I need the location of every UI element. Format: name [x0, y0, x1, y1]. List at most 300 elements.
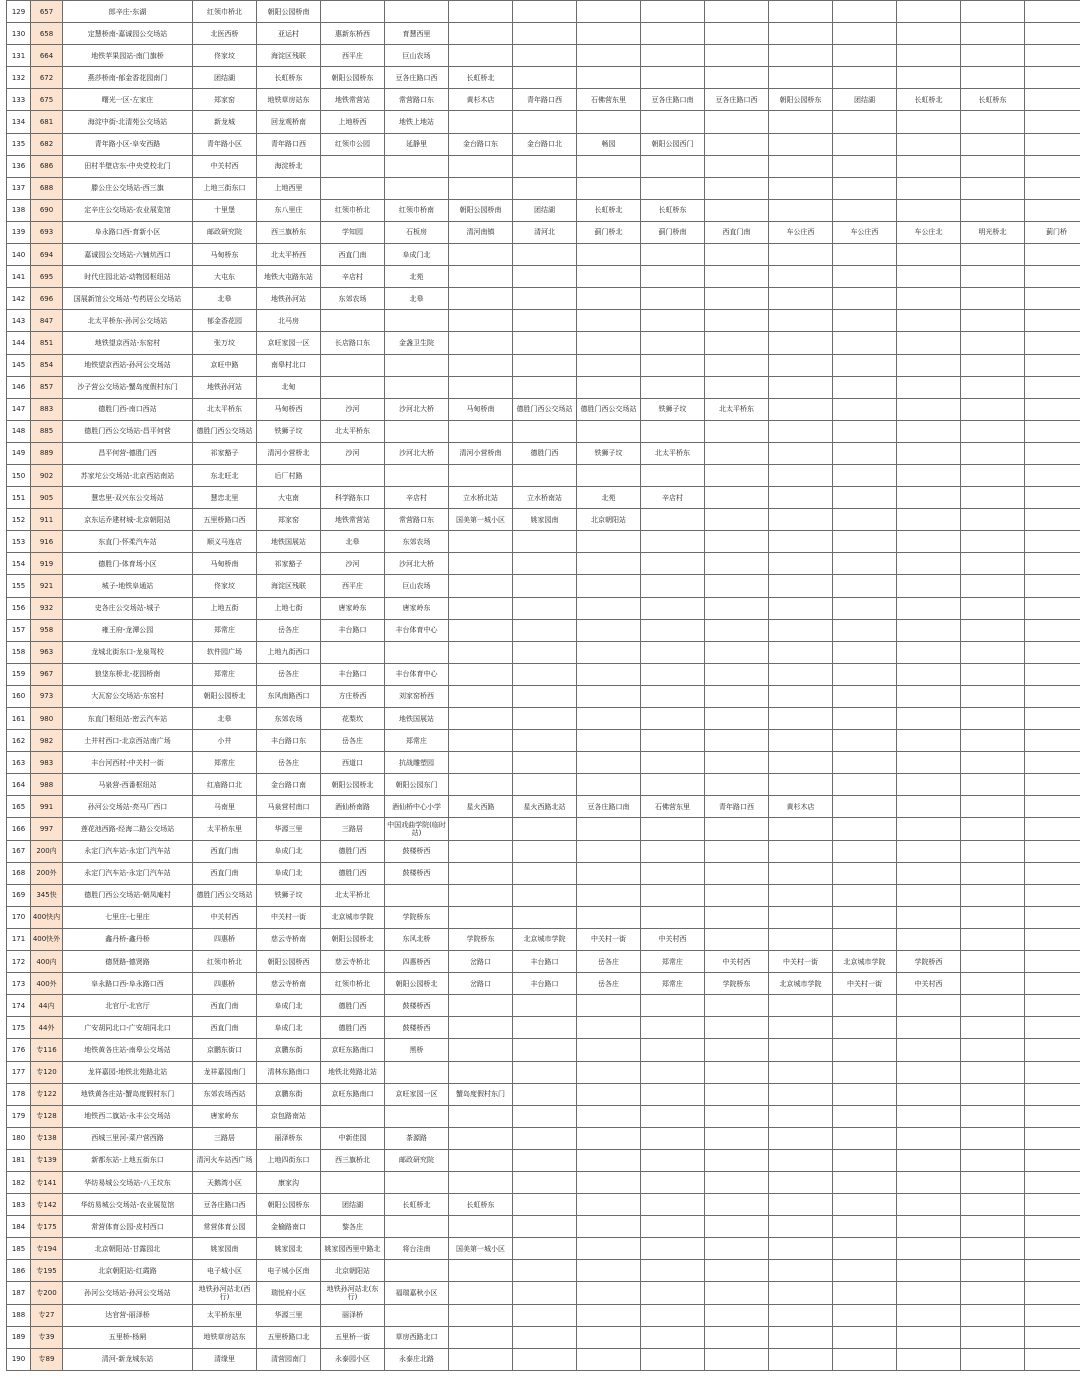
table-row	[7, 398, 1080, 420]
stop-cell	[705, 597, 769, 619]
stop-cell: 丰台路口	[321, 619, 385, 641]
stop-cell: 南皋村北口	[257, 354, 321, 376]
stop-cell	[897, 288, 961, 310]
stop-cell: 黑桥	[385, 1039, 449, 1061]
stop-cell	[1025, 442, 1080, 464]
stop-cell	[513, 23, 577, 45]
stop-cell	[513, 244, 577, 266]
stop-cell: 中关村西	[193, 155, 257, 177]
stop-cell: 巨山农场	[385, 575, 449, 597]
stop-cell: 小井	[193, 730, 257, 752]
stop-cell	[705, 464, 769, 486]
line-number-cell: 980	[31, 708, 63, 730]
stop-cell	[1025, 398, 1080, 420]
stop-cell	[833, 1194, 897, 1216]
stop-cell: 学知园	[321, 221, 385, 243]
line-number-cell: 967	[31, 663, 63, 685]
stop-cell: 清河北	[513, 221, 577, 243]
route-name-cell: 五里桥-杨闸	[63, 1326, 193, 1348]
stop-cell	[641, 995, 705, 1017]
route-name-cell: 大瓦窑公交场站-东窑村	[63, 685, 193, 707]
stop-cell	[833, 708, 897, 730]
stop-cell	[1025, 730, 1080, 752]
stop-cell: 郑常庄	[193, 619, 257, 641]
stop-cell: 四惠桥西	[385, 951, 449, 973]
stop-cell: 星火西路	[449, 796, 513, 818]
stop-cell: 团结湖	[833, 89, 897, 111]
stop-cell	[897, 730, 961, 752]
stop-cell: 马甸桥东	[193, 244, 257, 266]
stop-cell: 姚家园南	[193, 1238, 257, 1260]
route-name-cell: 孙河公交场站-亮马厂西口	[63, 796, 193, 818]
stop-cell: 北京城市学院	[833, 951, 897, 973]
stop-cell	[1025, 1282, 1080, 1304]
stop-cell	[577, 155, 641, 177]
stop-cell	[769, 1061, 833, 1083]
table-row	[7, 597, 1080, 619]
stop-cell: 中关村一街	[833, 973, 897, 995]
line-number-cell: 958	[31, 619, 63, 641]
stop-cell	[897, 1216, 961, 1238]
table-row	[7, 862, 1080, 884]
stop-cell: 佟家坟	[193, 45, 257, 67]
stop-cell: 地铁国展站	[257, 531, 321, 553]
table-row	[7, 464, 1080, 486]
row-index-cell: 145	[7, 354, 31, 376]
stop-cell: 红领巾桥北	[321, 199, 385, 221]
stop-cell: 张万坟	[193, 332, 257, 354]
stop-cell	[577, 1149, 641, 1171]
stop-cell	[897, 199, 961, 221]
stop-cell: 朝阳公园西门	[641, 133, 705, 155]
stop-cell	[961, 1061, 1025, 1083]
stop-cell	[385, 177, 449, 199]
stop-cell	[705, 442, 769, 464]
stop-cell	[513, 730, 577, 752]
stop-cell: 岳各庄	[257, 619, 321, 641]
table-row	[7, 1216, 1080, 1238]
row-index-cell: 154	[7, 553, 31, 575]
stop-cell: 康家沟	[257, 1171, 321, 1193]
stop-cell: 蓟门桥	[1025, 221, 1080, 243]
stop-cell: 马甸桥南	[449, 398, 513, 420]
stop-cell: 朝阳公园桥北	[321, 774, 385, 796]
stop-cell	[449, 708, 513, 730]
stop-cell	[641, 619, 705, 641]
row-index-cell: 138	[7, 199, 31, 221]
stop-cell	[577, 906, 641, 928]
stop-cell: 德胜门西	[321, 1017, 385, 1039]
stop-cell: 北皋	[193, 708, 257, 730]
row-index-cell: 185	[7, 1238, 31, 1260]
stop-cell	[577, 1260, 641, 1282]
stop-cell: 马泉营村南口	[257, 796, 321, 818]
stop-cell	[1025, 509, 1080, 531]
stop-cell	[897, 398, 961, 420]
stop-cell	[641, 685, 705, 707]
stop-cell: 黄杉木店	[769, 796, 833, 818]
stop-cell: 上地桥西	[321, 111, 385, 133]
stop-cell	[897, 1194, 961, 1216]
stop-cell: 铁狮子坟	[577, 442, 641, 464]
route-name-cell: 北太平桥东-孙河公交场站	[63, 310, 193, 332]
line-number-cell: 400快内	[31, 906, 63, 928]
stop-cell: 上地五街	[193, 597, 257, 619]
stop-cell: 五里桥路口西	[193, 509, 257, 531]
stop-cell	[1025, 177, 1080, 199]
stop-cell: 东北旺北	[193, 464, 257, 486]
stop-cell	[449, 354, 513, 376]
route-name-cell: 常营体育公园-皮村西口	[63, 1216, 193, 1238]
stop-cell: 金台路口南	[257, 774, 321, 796]
table-row	[7, 796, 1080, 818]
stop-cell: 岔路口	[449, 973, 513, 995]
stop-cell	[961, 663, 1025, 685]
line-number-cell: 657	[31, 1, 63, 23]
stop-cell: 大屯南	[257, 487, 321, 509]
stop-cell	[897, 531, 961, 553]
row-index-cell: 133	[7, 89, 31, 111]
stop-cell	[705, 1216, 769, 1238]
stop-cell	[833, 730, 897, 752]
table-row	[7, 1061, 1080, 1083]
stop-cell	[449, 288, 513, 310]
stop-cell	[961, 464, 1025, 486]
stop-cell	[961, 177, 1025, 199]
stop-cell	[833, 663, 897, 685]
stop-cell: 西直门南	[705, 221, 769, 243]
stop-cell	[769, 641, 833, 663]
stop-cell	[705, 509, 769, 531]
stop-cell	[961, 199, 1025, 221]
stop-cell	[769, 1017, 833, 1039]
stop-cell: 中关村西	[705, 951, 769, 973]
stop-cell: 华源三里	[257, 818, 321, 840]
stop-cell	[513, 995, 577, 1017]
stop-cell	[577, 1282, 641, 1304]
stop-cell	[769, 23, 833, 45]
table-row	[7, 509, 1080, 531]
line-number-cell: 专139	[31, 1149, 63, 1171]
stop-cell	[897, 884, 961, 906]
row-index-cell: 144	[7, 332, 31, 354]
stop-cell	[449, 1171, 513, 1193]
stop-cell: 地铁大屯路东站	[257, 266, 321, 288]
stop-cell	[641, 597, 705, 619]
stop-cell: 沙河	[321, 553, 385, 575]
stop-cell	[1025, 818, 1080, 840]
line-number-cell: 专89	[31, 1348, 63, 1370]
stop-cell	[449, 177, 513, 199]
row-index-cell: 135	[7, 133, 31, 155]
stop-cell: 软件园广场	[193, 641, 257, 663]
stop-cell	[641, 1149, 705, 1171]
stop-cell: 西平庄	[321, 575, 385, 597]
stop-cell	[705, 1238, 769, 1260]
stop-cell	[577, 111, 641, 133]
stop-cell: 中关村西	[193, 906, 257, 928]
stop-cell	[769, 1039, 833, 1061]
stop-cell: 阜成门北	[257, 862, 321, 884]
stop-cell	[1025, 354, 1080, 376]
stop-cell	[769, 155, 833, 177]
stop-cell: 郁金香花园	[193, 310, 257, 332]
stop-cell: 德胜门西公交场站	[513, 398, 577, 420]
line-number-cell: 847	[31, 310, 63, 332]
stop-cell: 黄杉木店	[449, 89, 513, 111]
table-row	[7, 1083, 1080, 1105]
stop-cell	[833, 995, 897, 1017]
stop-cell	[897, 840, 961, 862]
stop-cell	[641, 244, 705, 266]
stop-cell: 石板房	[385, 221, 449, 243]
stop-cell	[961, 553, 1025, 575]
stop-cell: 东郊农场	[385, 531, 449, 553]
stop-cell: 草房西路北口	[385, 1326, 449, 1348]
stop-cell	[961, 244, 1025, 266]
stop-cell	[577, 332, 641, 354]
stop-cell	[897, 354, 961, 376]
stop-cell	[385, 155, 449, 177]
stop-cell: 育慧西里	[385, 23, 449, 45]
stop-cell: 铁狮子坟	[257, 884, 321, 906]
stop-cell	[449, 1017, 513, 1039]
stop-cell	[641, 1061, 705, 1083]
route-name-cell: 嘉诚园公交场站-六铺炕西口	[63, 244, 193, 266]
stop-cell	[769, 376, 833, 398]
stop-cell	[449, 464, 513, 486]
row-index-cell: 131	[7, 45, 31, 67]
stop-cell	[961, 155, 1025, 177]
stop-cell	[961, 884, 1025, 906]
stop-cell	[513, 1171, 577, 1193]
stop-cell	[513, 1083, 577, 1105]
stop-cell	[449, 1326, 513, 1348]
stop-cell	[897, 685, 961, 707]
stop-cell	[769, 1, 833, 23]
stop-cell	[897, 1039, 961, 1061]
stop-cell	[897, 1061, 961, 1083]
row-index-cell: 167	[7, 840, 31, 862]
stop-cell	[641, 177, 705, 199]
stop-cell	[961, 487, 1025, 509]
stop-cell	[641, 354, 705, 376]
route-name-cell: 城子-地铁阜通站	[63, 575, 193, 597]
table-row	[7, 553, 1080, 575]
stop-cell: 中关村西	[897, 973, 961, 995]
stop-cell	[769, 708, 833, 730]
stop-cell: 西道口	[321, 752, 385, 774]
stop-cell: 丰台路口	[513, 951, 577, 973]
stop-cell	[961, 1194, 1025, 1216]
stop-cell	[705, 995, 769, 1017]
stop-cell	[321, 376, 385, 398]
stop-cell: 花梨坎	[321, 708, 385, 730]
stop-cell: 郑常庄	[193, 752, 257, 774]
stop-cell	[897, 67, 961, 89]
row-index-cell: 190	[7, 1348, 31, 1370]
stop-cell	[641, 1017, 705, 1039]
stop-cell	[577, 1039, 641, 1061]
stop-cell: 立水桥北站	[449, 487, 513, 509]
stop-cell	[897, 1304, 961, 1326]
stop-cell: 沙河北大桥	[385, 553, 449, 575]
route-name-cell: 地铁望京西站-孙河公交场站	[63, 354, 193, 376]
stop-cell: 蓟门桥南	[641, 221, 705, 243]
table-row	[7, 310, 1080, 332]
line-number-cell: 专200	[31, 1282, 63, 1304]
stop-cell: 长虹桥北	[449, 67, 513, 89]
stop-cell	[961, 862, 1025, 884]
table-row	[7, 818, 1080, 840]
stop-cell: 豆各庄路口南	[641, 89, 705, 111]
row-index-cell: 175	[7, 1017, 31, 1039]
stop-cell	[641, 266, 705, 288]
stop-cell: 北苑	[577, 487, 641, 509]
stop-cell: 郑常庄	[641, 951, 705, 973]
stop-cell: 地铁草房站东	[193, 1326, 257, 1348]
stop-cell	[1025, 685, 1080, 707]
stop-cell	[1025, 1194, 1080, 1216]
stop-cell: 地铁国展站	[385, 708, 449, 730]
stop-cell	[449, 995, 513, 1017]
stop-cell	[769, 442, 833, 464]
stop-cell: 豆各庄路口西	[385, 67, 449, 89]
stop-cell	[833, 133, 897, 155]
stop-cell	[897, 23, 961, 45]
row-index-cell: 152	[7, 509, 31, 531]
stop-cell: 团结湖	[321, 1194, 385, 1216]
line-number-cell: 664	[31, 45, 63, 67]
stop-cell	[513, 818, 577, 840]
stop-cell	[513, 840, 577, 862]
stop-cell	[705, 288, 769, 310]
row-index-cell: 134	[7, 111, 31, 133]
line-number-cell: 400外	[31, 973, 63, 995]
row-index-cell: 153	[7, 531, 31, 553]
line-number-cell: 专138	[31, 1127, 63, 1149]
stop-cell	[961, 1149, 1025, 1171]
stop-cell	[641, 1039, 705, 1061]
row-index-cell: 136	[7, 155, 31, 177]
stop-cell	[513, 531, 577, 553]
stop-cell: 朝阳公园桥西	[257, 951, 321, 973]
line-number-cell: 672	[31, 67, 63, 89]
stop-cell: 清河火车站西广场	[193, 1149, 257, 1171]
stop-cell: 地铁孙河站	[257, 288, 321, 310]
route-name-cell: 北官厅-北官厅	[63, 995, 193, 1017]
stop-cell	[449, 862, 513, 884]
stop-cell	[897, 796, 961, 818]
line-number-cell: 专116	[31, 1039, 63, 1061]
line-number-cell: 982	[31, 730, 63, 752]
table-row	[7, 23, 1080, 45]
stop-cell	[897, 310, 961, 332]
stop-cell: 红领巾公园	[321, 133, 385, 155]
stop-cell: 邮政研究院	[385, 1149, 449, 1171]
route-name-cell: 莲花池西路-经海二路公交场站	[63, 818, 193, 840]
line-number-cell: 675	[31, 89, 63, 111]
row-index-cell: 177	[7, 1061, 31, 1083]
stop-cell	[513, 1039, 577, 1061]
stop-cell	[961, 708, 1025, 730]
stop-cell	[897, 619, 961, 641]
line-number-cell: 919	[31, 553, 63, 575]
stop-cell	[1025, 973, 1080, 995]
row-index-cell: 173	[7, 973, 31, 995]
stop-cell: 唐家岭东	[321, 597, 385, 619]
stop-cell: 辛店村	[641, 487, 705, 509]
stop-cell	[769, 531, 833, 553]
stop-cell	[641, 1282, 705, 1304]
stop-cell	[833, 376, 897, 398]
stop-cell: 铁狮子坟	[257, 420, 321, 442]
stop-cell: 太平桥东里	[193, 1304, 257, 1326]
stop-cell	[577, 818, 641, 840]
stop-cell	[897, 376, 961, 398]
stop-cell: 中关村一街	[577, 928, 641, 950]
stop-cell: 瑞悦府小区	[257, 1282, 321, 1304]
stop-cell	[577, 1194, 641, 1216]
table-row	[7, 133, 1080, 155]
stop-cell: 姚家园北	[257, 1238, 321, 1260]
stop-cell	[769, 1304, 833, 1326]
line-number-cell: 916	[31, 531, 63, 553]
stop-cell	[705, 1194, 769, 1216]
stop-cell	[513, 862, 577, 884]
stop-cell: 上地七街	[257, 597, 321, 619]
stop-cell	[961, 995, 1025, 1017]
stop-cell	[641, 1083, 705, 1105]
stop-cell	[577, 619, 641, 641]
route-name-cell: 华纺易城公交场站-农业展览馆	[63, 1194, 193, 1216]
stop-cell: 德胜门西公交场站	[577, 398, 641, 420]
stop-cell	[1025, 619, 1080, 641]
table-row	[7, 951, 1080, 973]
route-name-cell: 德胜门-体育场小区	[63, 553, 193, 575]
stop-cell	[1025, 1171, 1080, 1193]
stop-cell: 北太平桥北	[321, 884, 385, 906]
stop-cell: 清林东路南口	[257, 1061, 321, 1083]
line-number-cell: 693	[31, 221, 63, 243]
stop-cell: 红领巾桥北	[321, 973, 385, 995]
stop-cell: 豆各庄路口南	[577, 796, 641, 818]
line-number-cell: 专128	[31, 1105, 63, 1127]
stop-cell: 清河南镇	[449, 221, 513, 243]
stop-cell	[897, 111, 961, 133]
stop-cell	[769, 840, 833, 862]
stop-cell	[577, 1238, 641, 1260]
stop-cell	[961, 310, 1025, 332]
stop-cell: 北太平桥东	[321, 420, 385, 442]
stop-cell	[1025, 1149, 1080, 1171]
stop-cell	[1025, 1238, 1080, 1260]
stop-cell: 岔路口	[449, 951, 513, 973]
stop-cell	[769, 774, 833, 796]
stop-cell	[641, 111, 705, 133]
stop-cell	[641, 1171, 705, 1193]
stop-cell: 德胜门西公交场站	[193, 420, 257, 442]
stop-cell	[897, 487, 961, 509]
stop-cell: 铁狮子坟	[641, 398, 705, 420]
stop-cell	[321, 1105, 385, 1127]
stop-cell: 青年路小区	[193, 133, 257, 155]
stop-cell: 京包路南站	[257, 1105, 321, 1127]
table-row	[7, 840, 1080, 862]
route-name-cell: 地铁苹果园站-南门旗桥	[63, 45, 193, 67]
row-index-cell: 147	[7, 398, 31, 420]
stop-cell: 沙河北大桥	[385, 398, 449, 420]
